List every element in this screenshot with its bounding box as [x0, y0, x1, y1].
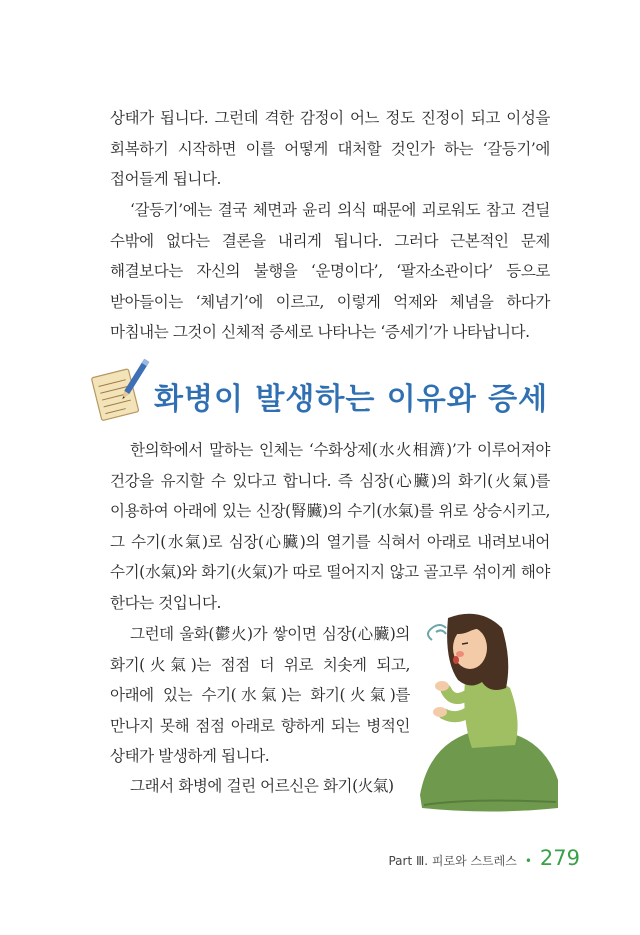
paragraph-3: 한의학에서 말하는 인체는 ‘수화상제(水火相濟)’가 이루어져야 건강을 유지할 수 있다고 합니다. 즉 심장(心臟)의 화기(火氣)를 이용하여 아래에 있는 신장(腎臟)의 수기(水氣)를 위로 상승시키고, 그 수기(水氣)로 심장(心臟)의 열기를 식혀서 아래로 내려보내어 수기(水氣)와 화기(火氣)가 따로 떨어지지 않고 골고루 섞이게 해야 한다는 것입니다. [110, 441, 550, 612]
notepad-pen-icon [88, 358, 150, 422]
paragraph-4: 그런데 울화(鬱火)가 쌓이면 심장(心臟)의 화기(火氣)는 점점 더 위로 치솟게 되고, 아래에 있는 수기(水氣)는 화기(火氣)를 만나지 못해 점점 아래로 향하게 되는 병적인 상태가 발생하게 됩니다. [110, 625, 410, 765]
page-footer [388, 846, 580, 870]
paragraph-2: ‘갈등기’에는 결국 체면과 윤리 의식 때문에 괴로워도 참고 견딜 수밖에 없다는 결론을 내리게 됩니다. 그러다 근본적인 문제 해결보다는 자신의 불행을 ‘운명이다’, ‘팔자소관이다’ 등으로 받아들이는 ‘체념기’에 이르고, 이렇게 억제와 체념을 하다가 마침내는 그것이 신체적 증세로 나타나는 ‘증세기’가 나타납니다. [110, 201, 550, 341]
paragraph-1: 상태가 됩니다. 그런데 격한 감정이 어느 정도 진정이 되고 이성을 회복하기 시작하면 이를 어떻게 대처할 것인가 하는 ‘갈등기’에 접어들게 됩니다. [110, 109, 550, 188]
paragraph-5: 그래서 화병에 걸린 어르신은 화기(火氣) [130, 777, 394, 795]
sighing-woman-illustration [410, 610, 560, 815]
footer-separator: • [524, 854, 532, 868]
section-title: 화병이 발생하는 이유와 증세 [154, 382, 549, 417]
page-number: 279 [539, 846, 580, 870]
section-heading [88, 356, 558, 426]
footer-part-label: Part Ⅲ. 피로와 스트레스 [388, 854, 517, 868]
